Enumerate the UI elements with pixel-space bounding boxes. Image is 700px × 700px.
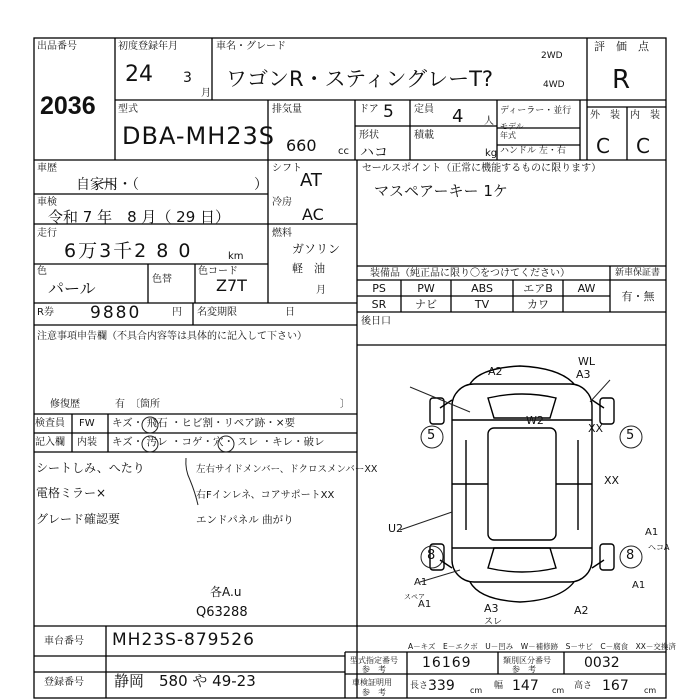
rating-label: 評 価 点 [594, 40, 649, 53]
length-unit: cm [470, 686, 483, 695]
name-change-day: 日 [285, 307, 295, 318]
inspection-date: 令和 7 年 8 月（ 29 日） [48, 208, 231, 226]
usage: 自家用・（ [76, 177, 139, 193]
shape-label: 形状 [359, 130, 379, 141]
doors-label: ドア [359, 104, 379, 115]
diagram-mark: A1 [418, 599, 432, 610]
model-year-label: モデル年式 [500, 122, 524, 140]
exterior-label: 外 装 [590, 110, 620, 121]
name-change-label: 名変期限 [197, 307, 237, 318]
color-change-label: 色替 [152, 274, 172, 285]
interior-row-label: 内装 [77, 437, 97, 448]
diagram-legend: A－キズ E－エクボ U－凹み W－補修跡 S－サビ C－腐食 XX－交換済 [408, 642, 676, 651]
color-code-label: 色コード [198, 266, 238, 277]
inspection-label: 車検 [37, 197, 57, 208]
capacity-label: 定員 [414, 104, 434, 115]
equip-navi: ナビ [415, 298, 437, 311]
equipment-label: 装備品（純正品に限り〇をつけてください） [370, 268, 570, 279]
inspector-note-1: 各A.u [210, 585, 242, 599]
repair-label: 修復歴 [50, 399, 80, 410]
interior-grade: C [636, 134, 650, 158]
diagram-mark: 5 [427, 428, 436, 443]
diagram-mark: 8 [427, 548, 436, 563]
model-label: 型式 [118, 104, 138, 115]
entry-label: 記入欄 [35, 437, 65, 448]
equip-tv: TV [474, 298, 490, 311]
diagram-mark: A2 [488, 365, 503, 378]
ac-label: 冷房 [272, 197, 292, 208]
interior-label: 内 装 [630, 110, 660, 121]
remark-left-2: 電格ミラー× [36, 486, 107, 500]
diagram-mark: ヘコA [648, 543, 670, 552]
mileage-label: 走行 [37, 228, 57, 239]
car-name: ワゴンR・スティングレーT? [226, 67, 494, 91]
displacement: 660 [286, 136, 317, 155]
recycle-amount: 9880 [90, 303, 142, 323]
dealer-label: ディーラー・並行 [500, 106, 572, 116]
diagram-mark: スレ [484, 617, 503, 627]
model: DBA-MH23S [122, 122, 276, 150]
handle-label: ハンドル 左・右 [500, 146, 566, 156]
inspector-note-2: Q63288 [196, 605, 248, 620]
diagram-mark: U2 [388, 522, 404, 535]
capacity-unit: 人 [484, 116, 494, 127]
diagram-mark: スペア [404, 593, 425, 601]
type-cert-number: 16169 [422, 655, 472, 671]
diagram-mark: A3 [576, 368, 591, 381]
height-label: 高さ [574, 681, 593, 691]
mileage-unit: km [228, 251, 244, 262]
rear-seat-label: 後日口 [361, 316, 391, 327]
diagram-mark: W2 [526, 414, 544, 427]
car-diagram [430, 366, 614, 602]
load-unit: kg [485, 148, 498, 159]
equip-sr: SR [371, 298, 387, 311]
diagram-mark: A2 [574, 604, 589, 617]
repair-value: 有 〔箇所 [115, 399, 160, 410]
doors: 5 [383, 102, 394, 122]
sales-point: マスペアーキー 1ケ [374, 182, 508, 200]
warranty-value: 有・無 [621, 290, 655, 303]
diagram-mark: 5 [626, 428, 635, 443]
name-change-month: 月 [316, 285, 326, 296]
diagram-mark: XX [588, 422, 604, 435]
inspection-cert-ref: 参 考 [362, 688, 386, 697]
reg-month-unit: 月 [201, 88, 211, 99]
color-label: 色 [37, 266, 47, 277]
inspector-label: 検査員 [35, 418, 65, 429]
width-label: 幅 [494, 681, 504, 691]
equip-leather: カワ [527, 298, 549, 311]
plate-label: 登録番号 [44, 677, 84, 688]
remark-right-2: 右Fインレネ、コアサポートXX [196, 490, 335, 501]
interior-items: キズ・ 汚レ ・コゲ・穴・ スレ ・キレ・破レ [112, 436, 325, 448]
equip-aw: AW [577, 282, 596, 295]
load-label: 積載 [414, 130, 434, 141]
diagram-mark: WL [578, 355, 596, 368]
type-cert-label: 型式指定番号 [350, 656, 398, 665]
equip-airbag: エアB [523, 282, 553, 295]
length-value: 339 [428, 678, 455, 694]
warranty-label: 新車保証書 [615, 268, 661, 278]
fuel-label: 燃料 [272, 228, 292, 239]
drive-2wd: 2WD [541, 51, 563, 61]
remark-left-1: シートしみ、へたり [36, 461, 145, 475]
diagram-mark: A1 [414, 577, 428, 588]
class-ref: 参 考 [512, 665, 536, 674]
plate-number: 静岡 580 や 49-23 [114, 672, 256, 690]
shape: ハコ [360, 145, 388, 161]
shift: AT [300, 170, 322, 191]
lot-label: 出品番号 [37, 41, 77, 52]
chassis-label: 車台番号 [44, 636, 84, 647]
fuel-alt: 軽 油 [292, 262, 325, 275]
class-label: 類別区分番号 [503, 656, 551, 665]
color-code: Z7T [216, 276, 247, 295]
notes-label: 注意事項申告欄（不具合内容等は具体的に記入して下さい） [37, 331, 307, 342]
ac: AC [302, 205, 324, 224]
reg-month: 3 [183, 70, 192, 86]
diagram-mark: 8 [626, 548, 635, 563]
diagram-mark: A1 [645, 527, 659, 538]
rating: R [612, 65, 631, 95]
equip-pw: PW [417, 282, 435, 295]
remark-right-3: エンドパネル 曲がり [196, 514, 294, 526]
history-label: 車歴 [37, 163, 57, 174]
type-cert-ref: 参 考 [362, 665, 386, 674]
length-label: 長さ [410, 681, 429, 691]
shift-label: シフト [272, 163, 302, 174]
mileage: 6万3千2 8 0 [64, 240, 193, 262]
height-value: 167 [602, 678, 629, 694]
chassis-number: MH23S-879526 [112, 630, 255, 650]
recycle-unit: 円 [172, 307, 182, 318]
sales-point-label: セールスポイント（正常に機能するものに限ります） [362, 163, 602, 174]
color: パール [48, 279, 96, 298]
fw-label: FW [79, 418, 95, 429]
equip-abs: ABS [471, 282, 493, 295]
inspection-cert-label: 車検証明用 [352, 678, 392, 687]
width-unit: cm [552, 686, 565, 695]
equip-ps: PS [372, 282, 386, 295]
repair-close: 〕 [340, 399, 350, 410]
exterior-grade: C [596, 134, 610, 158]
remark-right-1: 左右サイドメンバー、ドクロスメンバーXX [196, 464, 378, 475]
diagram-mark: XX [604, 474, 620, 487]
displacement-unit: cc [338, 146, 349, 157]
displacement-label: 排気量 [272, 104, 302, 115]
capacity: 4 [452, 106, 464, 127]
drive-4wd: 4WD [543, 80, 565, 90]
recycle-label: R券 [37, 307, 54, 318]
usage-close: ） [254, 177, 268, 193]
fuel: ガソリン [292, 242, 341, 256]
first-reg-label: 初度登録年月 [118, 41, 178, 52]
lot-number: 2036 [40, 92, 96, 120]
diagram-mark: A3 [484, 602, 499, 615]
car-name-label: 車名・グレード [216, 41, 286, 52]
reg-year: 24 [125, 62, 153, 87]
height-unit: cm [644, 686, 657, 695]
fw-items: キズ・ 飛石 ・ヒビ割・リペア跡・×要 [112, 417, 296, 429]
width-value: 147 [512, 678, 539, 694]
class-number: 0032 [584, 655, 620, 671]
diagram-mark: A1 [632, 580, 646, 591]
remark-left-3: グレード確認要 [36, 512, 121, 526]
